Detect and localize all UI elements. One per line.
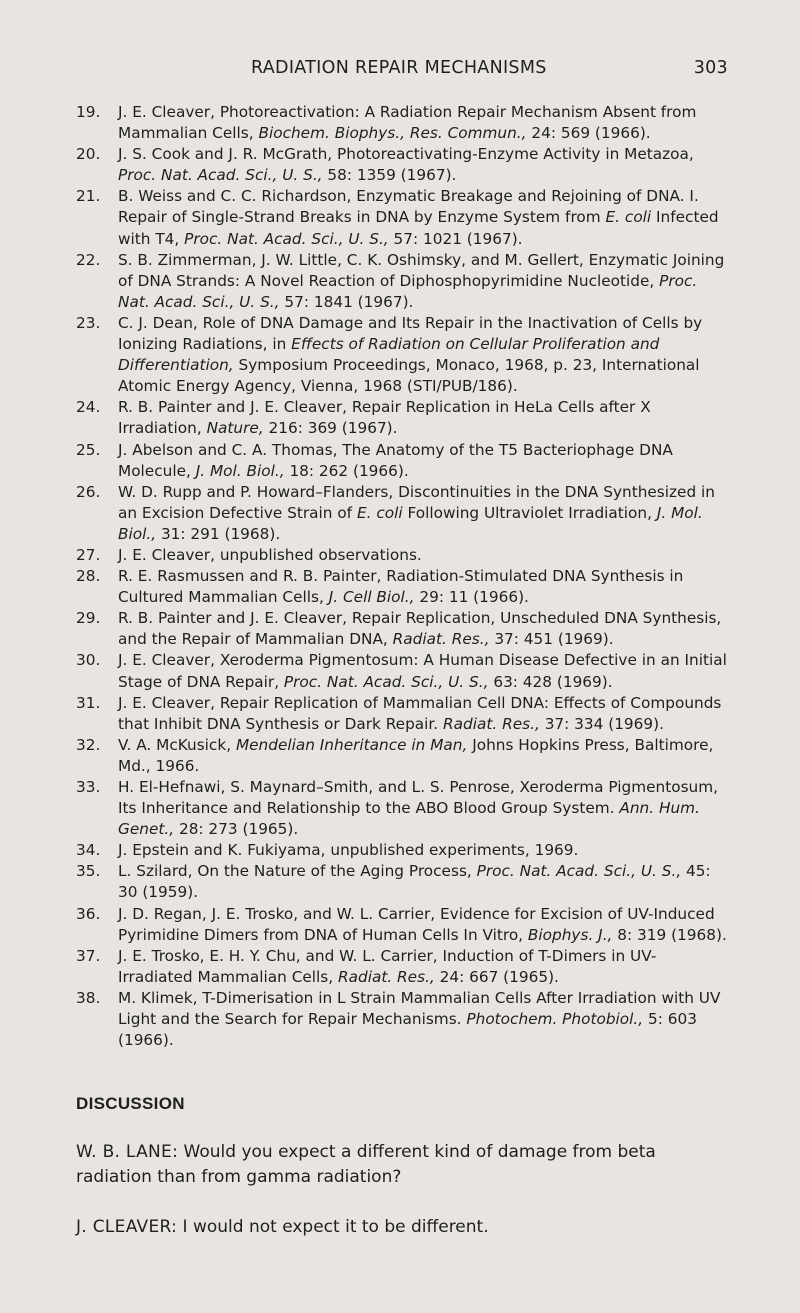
reference-segment: J. Abelson and C. A. Thomas, The Anatomy of the T5 Bacteriophage DNA Molecule, (118, 440, 673, 480)
reference-citation: Biochem. Biophys., Res. Commun., (258, 124, 527, 143)
reference-segment: B. Weiss and C. C. Richardson, Enzymatic Breakage and Rejoining of DNA. I. Repair of Single-Strand Breaks in DNA by Enzyme System from (118, 187, 699, 227)
reference-item (76, 313, 728, 397)
discussion-heading: DISCUSSION (76, 1094, 185, 1114)
reference-citation: Ann. Hum. Genet., (118, 799, 700, 839)
discussion-body (76, 1140, 728, 1240)
speaker-text: I would not expect it to be different. (182, 1217, 489, 1238)
reference-segment: 63: 428 (1969). (488, 672, 613, 691)
reference-segment: J. E. Cleaver, Xeroderma Pigmentosum: A Human Disease Defective in an Initial Stage of DNA Repair, (118, 651, 727, 691)
reference-segment: J. S. Cook and J. R. McGrath, Photoreactivating-Enzyme Activity in Metazoa, (118, 145, 694, 164)
speaker-text: Would you expect a different kind of damage from beta radiation than from gamma radiation? (76, 1142, 656, 1188)
reference-item (76, 144, 728, 186)
reference-number: 31. (76, 693, 101, 712)
reference-number: 34. (76, 841, 101, 860)
reference-number: 32. (76, 735, 101, 754)
reference-segment: 37: 451 (1969). (489, 630, 614, 649)
reference-number: 37. (76, 946, 101, 965)
reference-citation: Nature, (206, 419, 264, 438)
reference-segment: J. Epstein and K. Fukiyama, unpublished experiments, 1969. (118, 841, 579, 860)
reference-segment: R. B. Painter and J. E. Cleaver, Repair Replication in HeLa Cells after X Irradiation, (118, 398, 651, 438)
reference-item (76, 250, 728, 313)
reference-segment: 28: 273 (1965). (174, 820, 299, 839)
reference-citation: Mendelian Inheritance in Man, (235, 735, 468, 754)
reference-segment: 24: 667 (1965). (434, 967, 559, 986)
reference-item (76, 397, 728, 439)
reference-segment: Symposium Proceedings, Monaco, 1968, p. 23, International Atomic Energy Agency, Vienna, 1968 (STI/PUB/186). (118, 356, 700, 396)
reference-citation: J. Mol. Biol., (118, 503, 703, 543)
reference-citation: E. coli (356, 503, 403, 522)
reference-citation: Radiat. Res., (443, 714, 540, 733)
reference-number: 25. (76, 440, 101, 459)
reference-number: 33. (76, 778, 101, 796)
reference-item (76, 840, 728, 861)
reference-segment: 18: 262 (1966). (284, 461, 409, 480)
reference-citation: Proc. Nat. Acad. Sci., U. S., (184, 229, 389, 248)
reference-number: 23. (76, 313, 101, 332)
reference-item (76, 650, 728, 692)
reference-segment: 8: 319 (1968). (612, 925, 727, 944)
reference-text (118, 735, 728, 777)
reference-segment: S. B. Zimmerman, J. W. Little, C. K. Oshimsky, and M. Gellert, Enzymatic Joining of DNA Strands: A Novel Reaction of Diphosphopyrimidine Nucleotide, (118, 250, 725, 290)
reference-segment: C. J. Dean, Role of DNA Damage and Its Repair in the Inactivation of Cells by Ionizing Radiations, in (118, 313, 703, 354)
reference-item (76, 102, 728, 144)
reference-segment: 31: 291 (1968). (156, 524, 281, 543)
speaker-name: W. B. LANE: (76, 1142, 179, 1163)
reference-citation: Radiat. Res., (337, 967, 435, 986)
reference-text (118, 482, 728, 545)
reference-segment: J. E. Cleaver, Photoreactivation: A Radiation Repair Mechanism Absent from Mammalian Cells, (118, 103, 697, 143)
reference-number: 29. (76, 609, 101, 628)
reference-text (118, 186, 728, 249)
reference-segment: Johns Hopkins Press, Baltimore, Md., 1966. (118, 735, 714, 775)
reference-text (118, 861, 728, 903)
reference-item (76, 861, 728, 903)
reference-text (118, 545, 728, 566)
reference-number: 27. (76, 545, 101, 564)
reference-item (76, 186, 728, 249)
reference-segment: Infected with T4, (118, 208, 719, 248)
reference-number: 24. (76, 398, 101, 417)
reference-citation: Proc. Nat. Acad. Sci., U. S., (118, 271, 698, 311)
reference-citation: Radiat. Res., (392, 630, 490, 649)
reference-number: 26. (76, 482, 101, 501)
reference-text (118, 693, 728, 735)
reference-segment: L. Szilard, On the Nature of the Aging Process, (118, 862, 477, 881)
reference-item (76, 693, 728, 735)
reference-text (118, 946, 728, 988)
reference-segment: 216: 369 (1967). (263, 419, 398, 438)
reference-citation: Proc. Nat. Acad. Sci., U. S., (283, 672, 489, 691)
reference-segment: J. D. Regan, J. E. Trosko, and W. L. Carrier, Evidence for Excision of UV-Induced Pyrimidine Dimers from DNA of Human Cells In Vitro, (118, 904, 715, 944)
reference-number: 19. (76, 103, 101, 121)
reference-text (118, 904, 728, 946)
reference-number: 22. (76, 250, 101, 269)
reference-segment: R. B. Painter and J. E. Cleaver, Repair Replication, Unscheduled DNA Synthesis, and the Repair of Mammalian DNA, (118, 609, 722, 649)
reference-citation: Photochem. Photobiol., (466, 1010, 644, 1029)
reference-text (118, 608, 728, 650)
reference-number: 28. (76, 567, 101, 586)
running-head (76, 0, 728, 78)
reference-citation: Proc. Nat. Acad. Sci., U. S., (476, 862, 682, 881)
reference-text (118, 650, 728, 692)
reference-text (118, 250, 728, 313)
reference-text (118, 144, 728, 186)
reference-text (118, 988, 728, 1051)
reference-citation: E. coli (605, 208, 652, 227)
reference-segment: 57: 1021 (1967). (388, 229, 523, 248)
reference-citation: J. Mol. Biol., (195, 461, 285, 480)
reference-citation: Biophys. J., (527, 925, 613, 944)
reference-citation: J. Cell Biol., (328, 588, 415, 607)
reference-segment: M. Klimek, T-Dimerisation in L Strain Mammalian Cells After Irradiation with UV Light and the Search for Repair Mechanisms. (118, 988, 721, 1029)
reference-text (118, 102, 728, 144)
reference-segment: W. D. Rupp and P. Howard–Flanders, Discontinuities in the DNA Synthesized in an Excision Defective Strain of (118, 482, 715, 522)
reference-item (76, 608, 728, 650)
reference-segment: 5: 603 (1966). (118, 1010, 697, 1050)
reference-segment: Following Ultraviolet Irradiation, (402, 503, 657, 522)
reference-segment: J. E. Trosko, E. H. Y. Chu, and W. L. Carrier, Induction of T-Dimers in UV-Irradiated Mammalian Cells, (118, 946, 657, 986)
reference-number: 35. (76, 862, 101, 881)
reference-item (76, 988, 728, 1051)
reference-segment: 37: 334 (1969). (539, 714, 664, 733)
reference-text (118, 397, 728, 439)
speaker-name: J. CLEAVER: (76, 1217, 178, 1238)
reference-text (118, 440, 728, 482)
reference-item (76, 566, 728, 608)
reference-item (76, 735, 728, 777)
reference-text (118, 313, 728, 397)
reference-segment: 57: 1841 (1967). (279, 292, 414, 311)
reference-segment: J. E. Cleaver, unpublished observations. (118, 545, 422, 564)
discussion-exchange (76, 1215, 728, 1240)
reference-text (118, 840, 728, 861)
reference-list (76, 102, 728, 1051)
page-number: 303 (693, 58, 728, 78)
running-title: RADIATION REPAIR MECHANISMS (251, 58, 547, 78)
reference-citation: Proc. Nat. Acad. Sci., U. S., (118, 166, 323, 185)
reference-text (118, 777, 728, 840)
reference-segment: 45: 30 (1959). (118, 862, 711, 902)
reference-item (76, 440, 728, 482)
reference-item (76, 946, 728, 988)
discussion-exchange (76, 1140, 728, 1190)
reference-number: 30. (76, 651, 101, 670)
reference-segment: H. El-Hefnawi, S. Maynard–Smith, and L. S. Penrose, Xeroderma Pigmentosum, Its Inheritance and Relationship to the ABO Blood Group System. (118, 778, 718, 818)
reference-segment: V. A. McKusick, (118, 735, 236, 754)
reference-item (76, 904, 728, 946)
reference-segment: J. E. Cleaver, Repair Replication of Mammalian Cell DNA: Effects of Compounds that Inhibit DNA Synthesis or Dark Repair. (118, 693, 722, 733)
reference-number: 21. (76, 187, 101, 206)
reference-number: 38. (76, 988, 101, 1007)
reference-number: 36. (76, 904, 101, 923)
reference-text (118, 566, 728, 608)
reference-item (76, 545, 728, 566)
reference-segment: R. E. Rasmussen and R. B. Painter, Radiation-Stimulated DNA Synthesis in Cultured Mammalian Cells, (118, 567, 684, 607)
reference-segment: 58: 1359 (1967). (322, 166, 457, 185)
reference-citation: Effects of Radiation on Cellular Proliferation and Differentiation, (118, 335, 660, 375)
reference-item (76, 777, 728, 840)
reference-segment: 29: 11 (1966). (414, 588, 529, 607)
reference-item (76, 482, 728, 545)
reference-segment: 24: 569 (1966). (526, 124, 651, 143)
reference-number: 20. (76, 145, 101, 164)
